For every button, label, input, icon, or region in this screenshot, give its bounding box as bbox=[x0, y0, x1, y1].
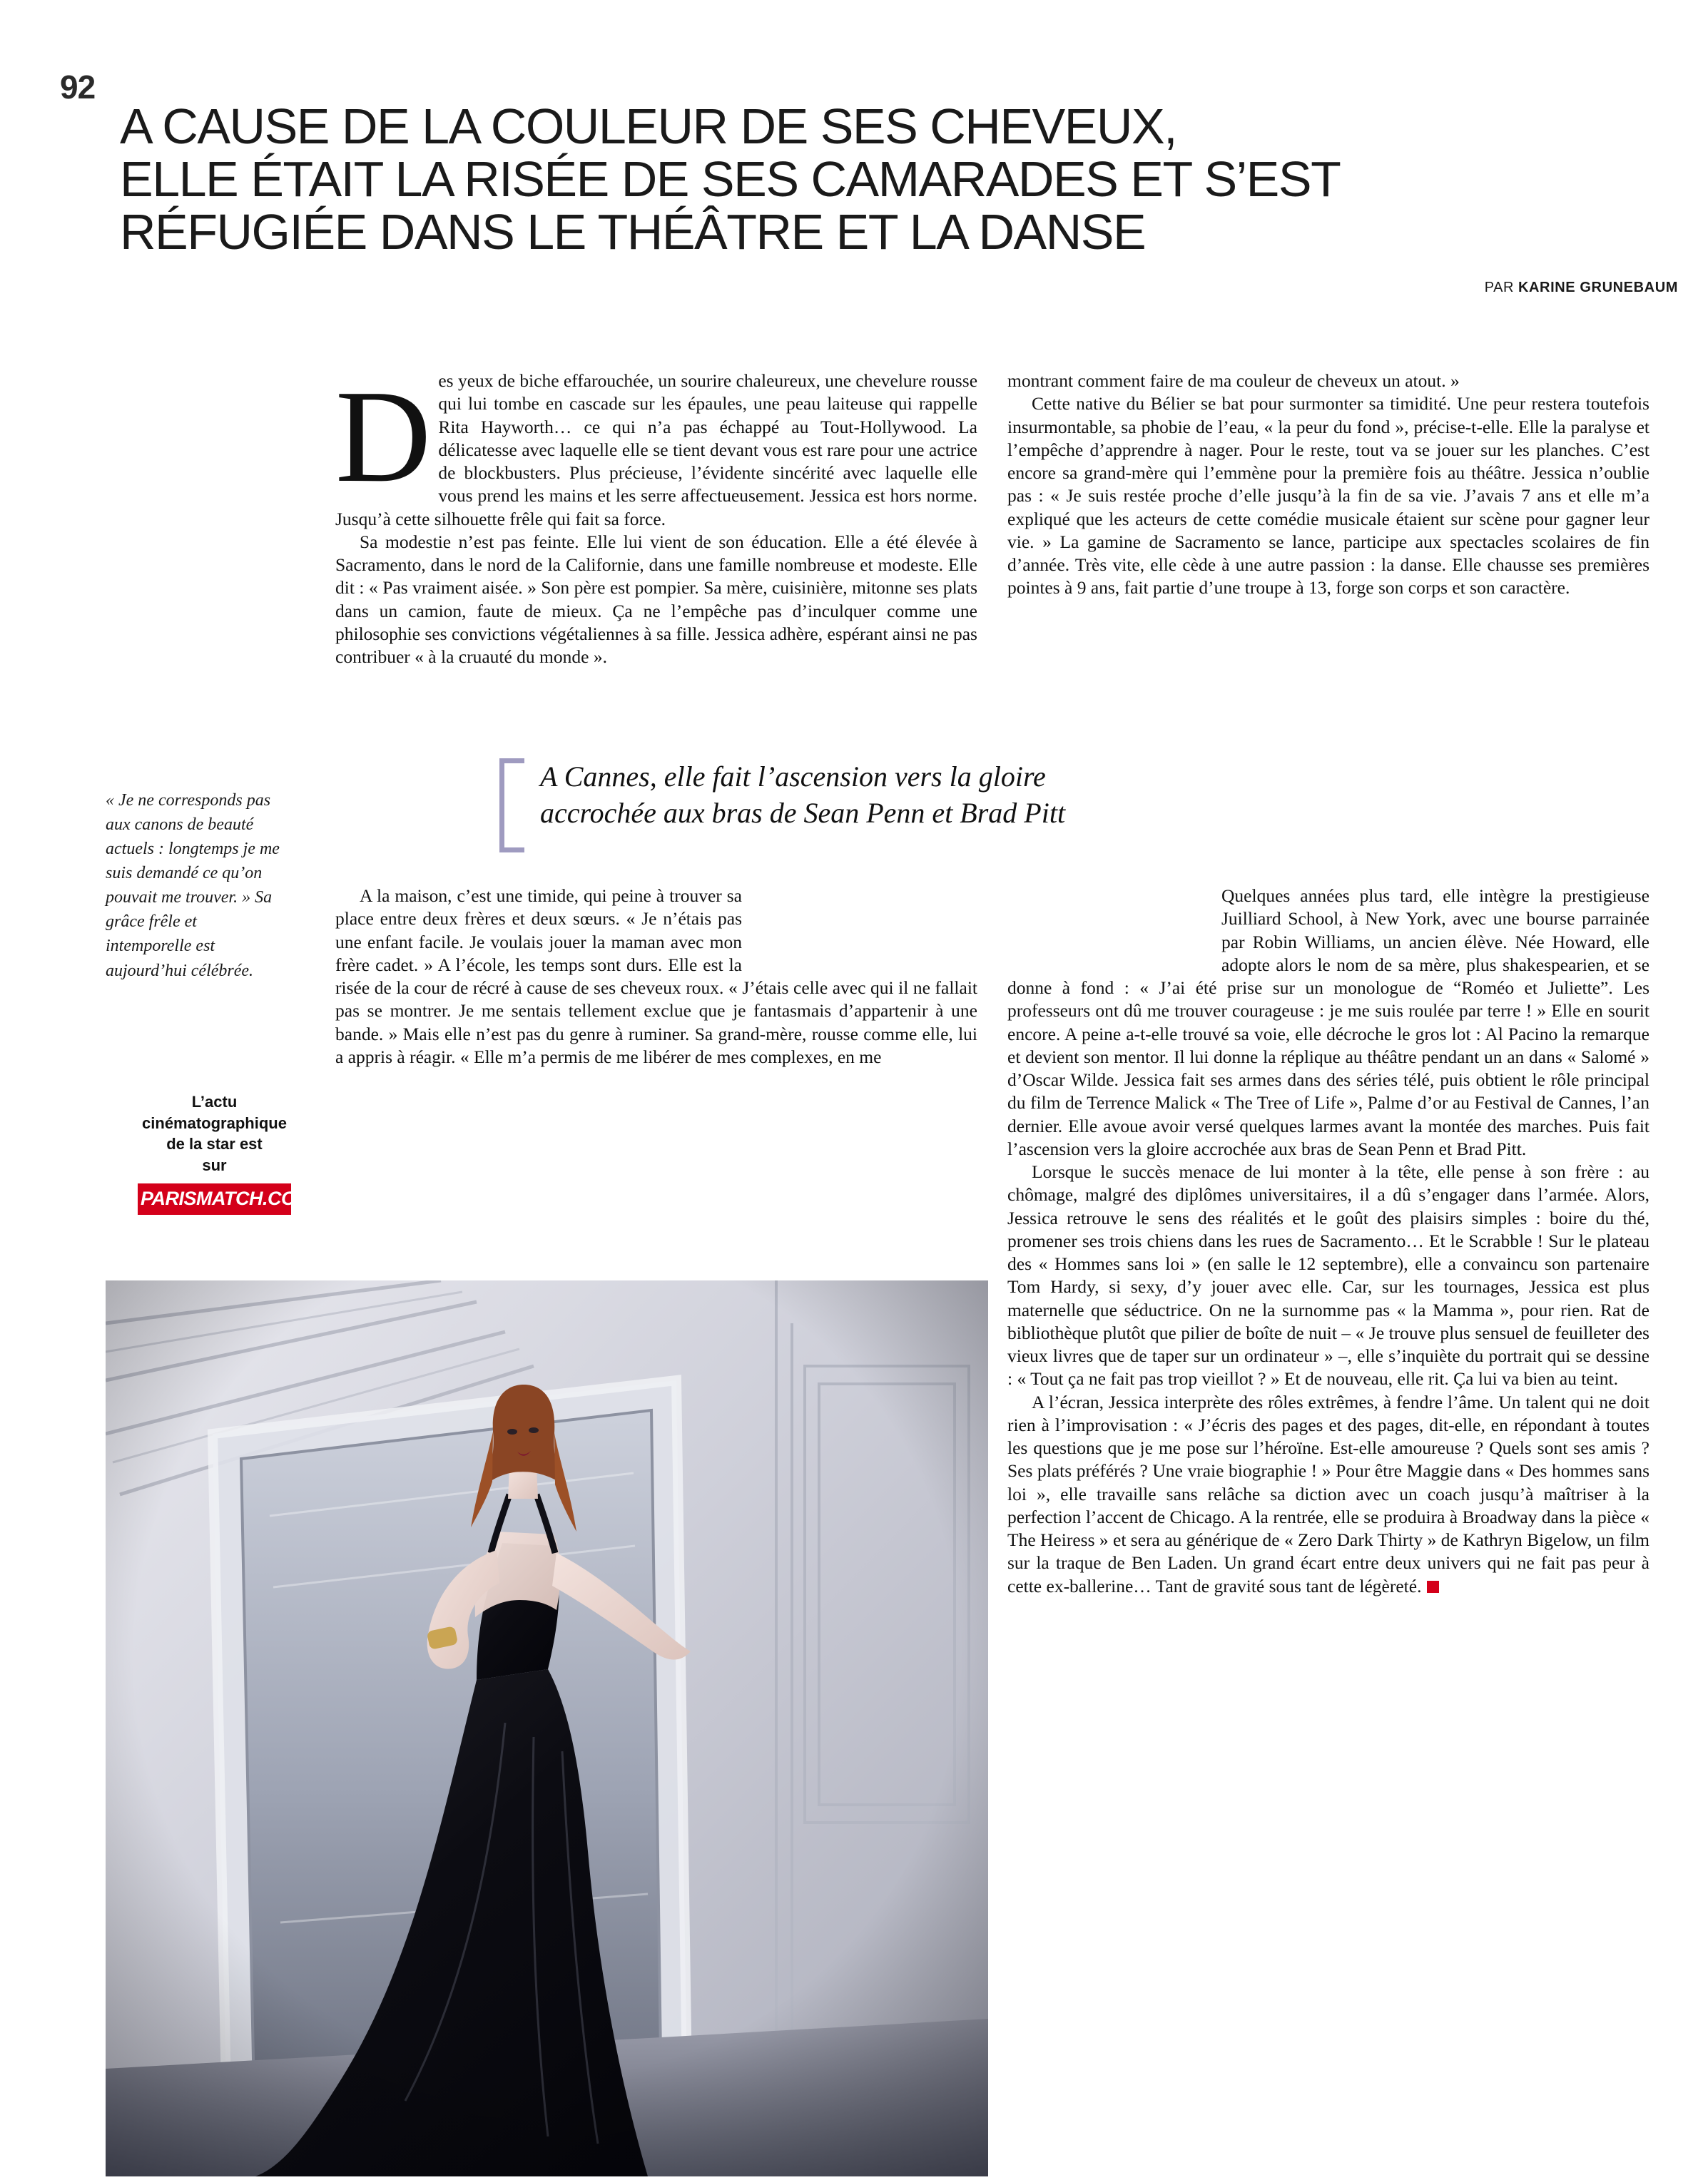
article-photo bbox=[106, 1280, 988, 2176]
pullquote-wrap-spacer bbox=[742, 885, 977, 970]
paragraph-text: Quelques années plus tard, elle intègre la prestigieuse Juilliard School, à New York, avec une bourse parrainée par Robin Williams, un ancien élève. Née Howard, elle adopte alors le nom de sa mère, plus shakespearien, et se donne à fond : « J’ai été prise sur un monologue de “Roméo et Juliette”. Les professeurs ont dû me trouver courageuse : je me suis roulée par terre ! » Elle en sourit encore. A peine a-t-elle trouvé sa voie, elle décroche le gros lot : Al Pacino la remarque et devient son mentor. Il lui donne la réplique au théâtre pendant un an dans « Salomé » d’Oscar Wilde. Jessica fait ses armes dans des séries télé, puis obtient le rôle principal du film de Terrence Malick « The Tree of Life », Palme d’or au Festival de Cannes, l’an dernier. Elle avoue avoir versé quelques larmes avant la montée des marches. Puis fait l’ascension vers la gloire accrochée aux bras de Sean Penn et Brad Pitt. bbox=[1007, 885, 1649, 1159]
byline-label: PAR bbox=[1484, 280, 1518, 295]
headline-line-3: RÉFUGIÉE DANS LE THÉÂTRE ET LA DANSE bbox=[120, 204, 1146, 260]
headline-line-2: ELLE ÉTAIT LA RISÉE DE SES CAMARADES ET S’EST bbox=[120, 151, 1341, 208]
byline bbox=[1485, 280, 1678, 296]
body-column-1 bbox=[335, 363, 978, 668]
pullquote-text bbox=[540, 758, 1065, 831]
promo-line-2: cinématographique bbox=[142, 1114, 287, 1132]
promo-text bbox=[138, 1091, 291, 1176]
drop-cap: D bbox=[335, 363, 432, 510]
paragraph bbox=[1007, 1391, 1649, 1598]
promo-box bbox=[138, 1091, 312, 1215]
paragraph bbox=[1007, 392, 1649, 599]
photo-illustration bbox=[106, 1280, 988, 2176]
pullquote-line-2: accrochée aux bras de Sean Penn et Brad Pitt bbox=[540, 797, 1066, 830]
paragraph-text: A l’écran, Jessica interprète des rôles extrêmes, à fendre l’âme. Un talent qui ne doit rien à l’improvisation : « J’écris des pages et des pages, dit-elle, en répondant à toutes les questions que je me pose sur l’héroïne. Est-elle amoureuse ? Quels sont ses amis ? Ses plats préférés ? Une vraie biographie ! » Pour être Maggie dans « Des hommes sans loi », elle travaille sans relâche sa diction avec un coach jusqu’à maîtriser à la perfection l’accent de Chicago. A la rentrée, elle se produira à Broadway dans la pièce « The Heiress » et sera au générique de « Zero Dark Thirty » de Kathryn Bigelow, un film sur la traque de Ben Laden. Un grand écart entre deux univers qui ne fait pas peur à cette ex-ballerine… Tant de gravité sous tant de légèreté. bbox=[1007, 1391, 1650, 1596]
paragraph-text: Cette native du Bélier se bat pour surmonter sa timidité. Une peur restera toutefois insurmontable, sa phobie de l’eau, « la peur du fond », précise-t-elle. Elle la paralyse et l’empêche d’apprendre à nager. Pour le reste, tout va se jouer sur les planches. C’est encore sa grand-mère qui l’emmène pour la première fois au théâtre. Jessica n’oublie pas : « Je suis restée proche d’elle jusqu’à la fin de sa vie. J’avais 7 ans et elle m’a expliqué que les acteurs de cette comédie musicale étaient sur scène pour gagner leur vie. » La gamine de Sacramento se lance, participe aux spectacles scolaires de fin d’année. Très vite, elle cède à une autre passion : la danse. Elle chausse ses premières pointes à 9 ans, fait partie d’une troupe à 13, forge son corps et son caractère. bbox=[1007, 393, 1649, 599]
paragraph-text: montrant comment faire de ma couleur de cheveux un atout. » bbox=[1007, 370, 1460, 391]
paragraph bbox=[335, 531, 977, 669]
pullquote-line-1: A Cannes, elle fait l’ascension vers la gloire bbox=[540, 760, 1046, 793]
paragraph-text: es yeux de biche effarouchée, un sourire chaleureux, une chevelure rousse qui lui tombe en cascade sur les épaules, une peau laiteuse qui rappelle Rita Hayworth… ce qui n’a pas échappé au Tout-Hollywood. La délicatesse avec laquelle elle se tient devant vous est rare pour une actrice de blockbusters. Plus précieuse, l’évidente sincérité avec laquelle elle vous prend les mains et les serre affectueusement. Jessica est hors norme. Jusqu’à cette silhouette frêle qui fait sa force. bbox=[335, 370, 978, 529]
end-mark bbox=[1427, 1581, 1439, 1593]
sidebar-pullquote: « Je ne corresponds pas aux canons de beauté actuels : longtemps je me suis demandé ce qu’on pouvait me trouver. » Sa grâce frêle et intemporelle est aujourd’hui célébrée. bbox=[106, 791, 280, 980]
paragraph-text: Lorsque le succès menace de lui monter à la tête, elle pense à son frère : au chômage, malgré des diplômes universitaires, il a dû s’engager dans l’armée. Alors, Jessica retrouve le sens des réalités et le goût des plaisirs simples : boire du thé, promener ses trois chiens dans les rues de Sacramento… Et le Scrabble ! Sur le plateau des « Hommes sans loi » (en salle le 12 septembre), elle a convaincu son partenaire Tom Hardy, si sexy, d’y jouer avec elle. Car, sur les tournages, Jessica est plus maternelle que séductrice. On ne la surnomme pas « la Mamma », pour rien. Rat de bibliothèque plutôt que pilier de boîte de nuit – « Je trouve plus sensuel de feuilleter des vieux livres que de taper sur un ordinateur » –, elle s’inquiète du portrait qui se dessine : « Tout ça ne fait pas trop vieillot ? » Et de nouveau, elle rit. Ça lui va bien au teint. bbox=[1007, 1161, 1649, 1390]
headline-line-1: A CAUSE DE LA COULEUR DE SES CHEVEUX, bbox=[120, 98, 1177, 154]
bracket-icon bbox=[499, 758, 524, 852]
page-number: 92 bbox=[60, 68, 96, 106]
body-column-4 bbox=[1007, 885, 1649, 1598]
byline-author: KARINE GRUNEBAUM bbox=[1518, 280, 1678, 295]
paragraph-text: Sa modestie n’est pas feinte. Elle lui vient de son éducation. Elle a été élevée à Sacramento, dans le nord de la Californie, dans une famille nombreuse et modeste. Elle dit : « Pas vraiment aisée. » Son père est pompier. Sa mère, cuisinière, mitonne ses plats dans un camion, faute de mieux. Ça ne l’empêche pas d’inculquer comme une philosophie ses convictions végétaliennes à sa fille. Jessica adhère, espérant ainsi ne pas contribuer « à la cruauté du monde ». bbox=[335, 531, 977, 667]
article-pullquote bbox=[499, 758, 1405, 852]
page-title bbox=[120, 100, 1640, 259]
parismatch-logo[interactable]: PARISMATCH.COM bbox=[138, 1183, 291, 1215]
paragraph bbox=[335, 363, 978, 531]
paragraph bbox=[1007, 1161, 1649, 1391]
promo-line-3: de la star est bbox=[166, 1135, 263, 1153]
promo-line-1: L’actu bbox=[191, 1093, 238, 1111]
paragraph-text: A la maison, c’est une timide, qui peine à trouver sa place entre deux frères et deux sœurs. « Je n’étais pas une enfant facile. Je voulais jouer la maman avec mon frère cadet. » A l’école, les temps sont durs. Elle est la risée de la cour de récré à cause de ses cheveux roux. « J’étais celle avec qui il ne fallait pas se montrer. Je me sentais tellement exclue que je fantasmais d’appartenir à une bande. » Mais elle n’est pas du genre à ruminer. Sa grand-mère, rousse comme elle, lui a appris à réagir. « Elle m’a permis de me libérer de mes complexes, en me bbox=[335, 885, 977, 1067]
paragraph bbox=[1007, 370, 1649, 392]
body-column-2 bbox=[335, 885, 977, 1069]
pullquote-wrap-spacer bbox=[1007, 885, 1221, 970]
body-column-3 bbox=[1007, 370, 1649, 600]
promo-line-4: sur bbox=[202, 1156, 227, 1175]
